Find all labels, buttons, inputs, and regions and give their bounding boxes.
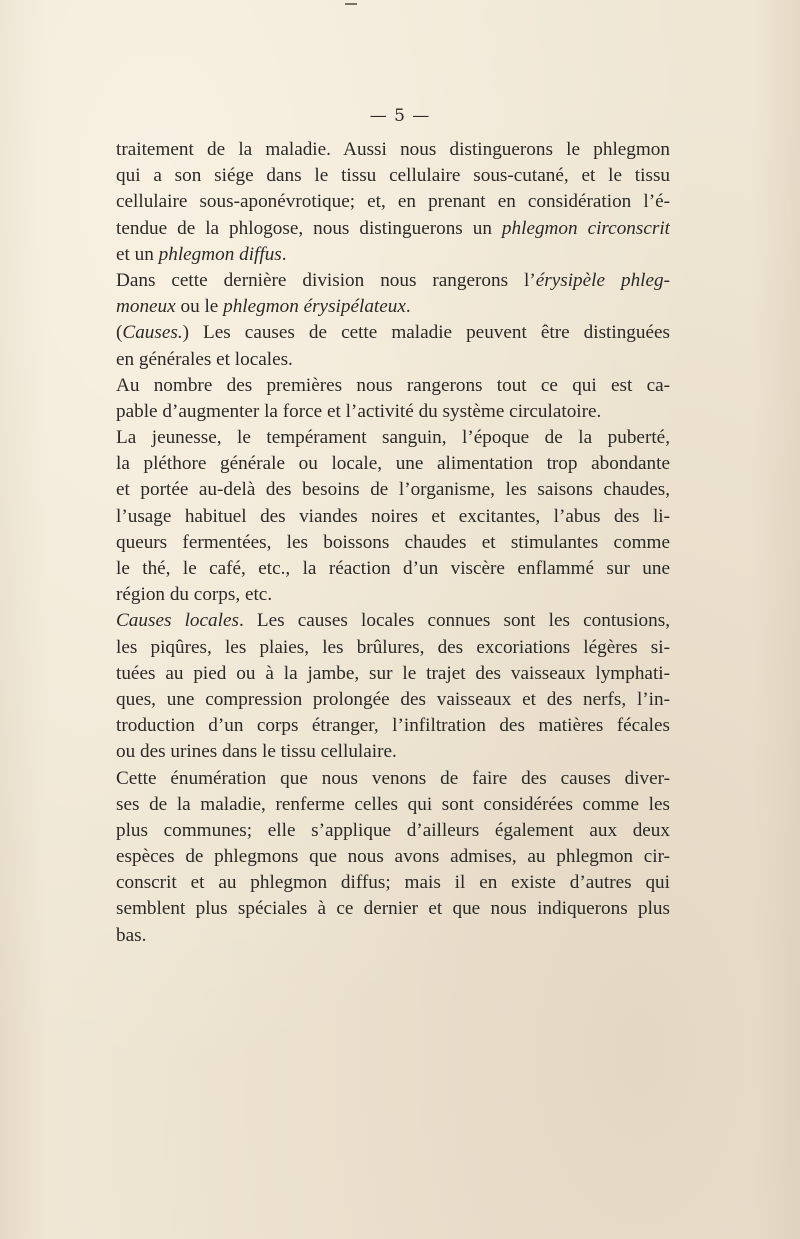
italic-text: phlegmon érysipélateux — [223, 296, 406, 318]
italic-text: phlegmon circonscrit — [501, 217, 670, 239]
text-line — [116, 268, 670, 294]
text-run: ou des urines dans le tissu cellulaire. — [116, 741, 397, 763]
text-run: la pléthore générale ou locale, une alimentation trop abondante — [116, 453, 670, 475]
text-line — [116, 504, 670, 530]
text-run: l’usage habituel des viandes noires et excitantes, l’abus des li- — [116, 505, 670, 527]
italic-text: Causes locales — [116, 610, 239, 632]
text-line — [116, 713, 670, 739]
text-line — [116, 216, 670, 242]
text-run: plus communes; elle s’applique d’ailleurs également aux deux — [116, 819, 670, 841]
text-run: semblent plus spéciales à ce dernier et que nous indiquerons plus — [116, 898, 670, 920]
text-line — [116, 242, 670, 268]
text-run: bas. — [116, 924, 147, 946]
italic-text: moneux — [116, 296, 176, 318]
text-line — [116, 477, 670, 503]
text-line — [116, 582, 670, 608]
italic-text: érysipèle phleg- — [535, 269, 670, 291]
text-line — [116, 451, 670, 477]
text-run: . — [281, 243, 287, 265]
text-run: ses de la maladie, renferme celles qui sont considérées comme les — [116, 793, 670, 815]
text-line — [116, 189, 670, 215]
body-text — [116, 137, 670, 949]
text-run: troduction d’un corps étranger, l’infiltration des matières fécales — [116, 715, 670, 737]
text-line — [116, 844, 670, 870]
text-line — [116, 608, 670, 634]
text-line — [116, 530, 670, 556]
text-line — [116, 294, 670, 320]
text-run: . Les causes locales connues sont les contusions, — [238, 610, 670, 632]
text-run: qui a son siége dans le tissu cellulaire sous-cutané, et le tissu — [116, 165, 670, 187]
text-run: . — [405, 296, 411, 318]
text-line — [116, 923, 670, 949]
text-run: cellulaire sous-aponévrotique; et, en prenant en considération l’é- — [116, 191, 670, 213]
text-run: Dans cette dernière division nous rangerons l’ — [116, 269, 536, 291]
text-run: ) Les causes de cette maladie peuvent être distinguées — [182, 322, 670, 344]
text-run: espèces de phlegmons que nous avons admises, au phlegmon cir- — [116, 846, 670, 868]
text-run: tuées au pied ou à la jambe, sur le trajet des vaisseaux lymphati- — [116, 662, 670, 684]
text-run: ques, une compression prolongée des vaisseaux et des nerfs, l’in- — [116, 688, 670, 710]
text-line — [116, 425, 670, 451]
text-line — [116, 399, 670, 425]
text-run: conscrit et au phlegmon diffus; mais il en existe d’autres qui — [116, 872, 670, 894]
text-run: et portée au-delà des besoins de l’organisme, les saisons chaudes, — [116, 479, 670, 501]
text-line — [116, 739, 670, 765]
text-line — [116, 870, 670, 896]
text-run: traitement de la maladie. Aussi nous distinguerons le phlegmon — [116, 139, 670, 160]
print-mark — [345, 3, 357, 5]
text-line — [116, 556, 670, 582]
text-line — [116, 320, 670, 346]
text-line — [116, 661, 670, 687]
text-line — [116, 792, 670, 818]
text-run: et un — [116, 243, 159, 265]
italic-text: phlegmon diffus — [158, 243, 282, 265]
text-run: en générales et locales. — [116, 348, 293, 370]
italic-text: Causes. — [122, 322, 183, 344]
text-line — [116, 766, 670, 792]
text-run: ( — [116, 322, 123, 344]
text-line — [116, 163, 670, 189]
text-run: La jeunesse, le tempérament sanguin, l’époque de la puberté, — [116, 427, 670, 449]
text-line — [116, 896, 670, 922]
text-line — [116, 373, 670, 399]
text-run: pable d’augmenter la force et l’activité du système circulatoire. — [116, 400, 602, 422]
text-line — [116, 818, 670, 844]
text-run: Cette énumération que nous venons de faire des causes diver- — [116, 767, 670, 789]
text-run: queurs fermentées, les boissons chaudes et stimulantes comme — [116, 531, 670, 553]
text-run: le thé, le café, etc., la réaction d’un viscère enflammé sur une — [116, 558, 670, 579]
text-line — [116, 347, 670, 373]
text-line — [116, 635, 670, 661]
text-run: région du corps, etc. — [116, 584, 273, 606]
text-run: Au nombre des premières nous rangerons tout ce qui est ca- — [116, 374, 670, 396]
text-line — [116, 137, 670, 163]
text-run: ou le — [175, 296, 224, 318]
text-run: tendue de la phlogose, nous distinguerons un — [116, 217, 502, 239]
text-run: les piqûres, les plaies, les brûlures, des excoriations légères si- — [116, 636, 670, 658]
text-line — [116, 687, 670, 713]
page-number: — 5 — — [369, 106, 431, 126]
